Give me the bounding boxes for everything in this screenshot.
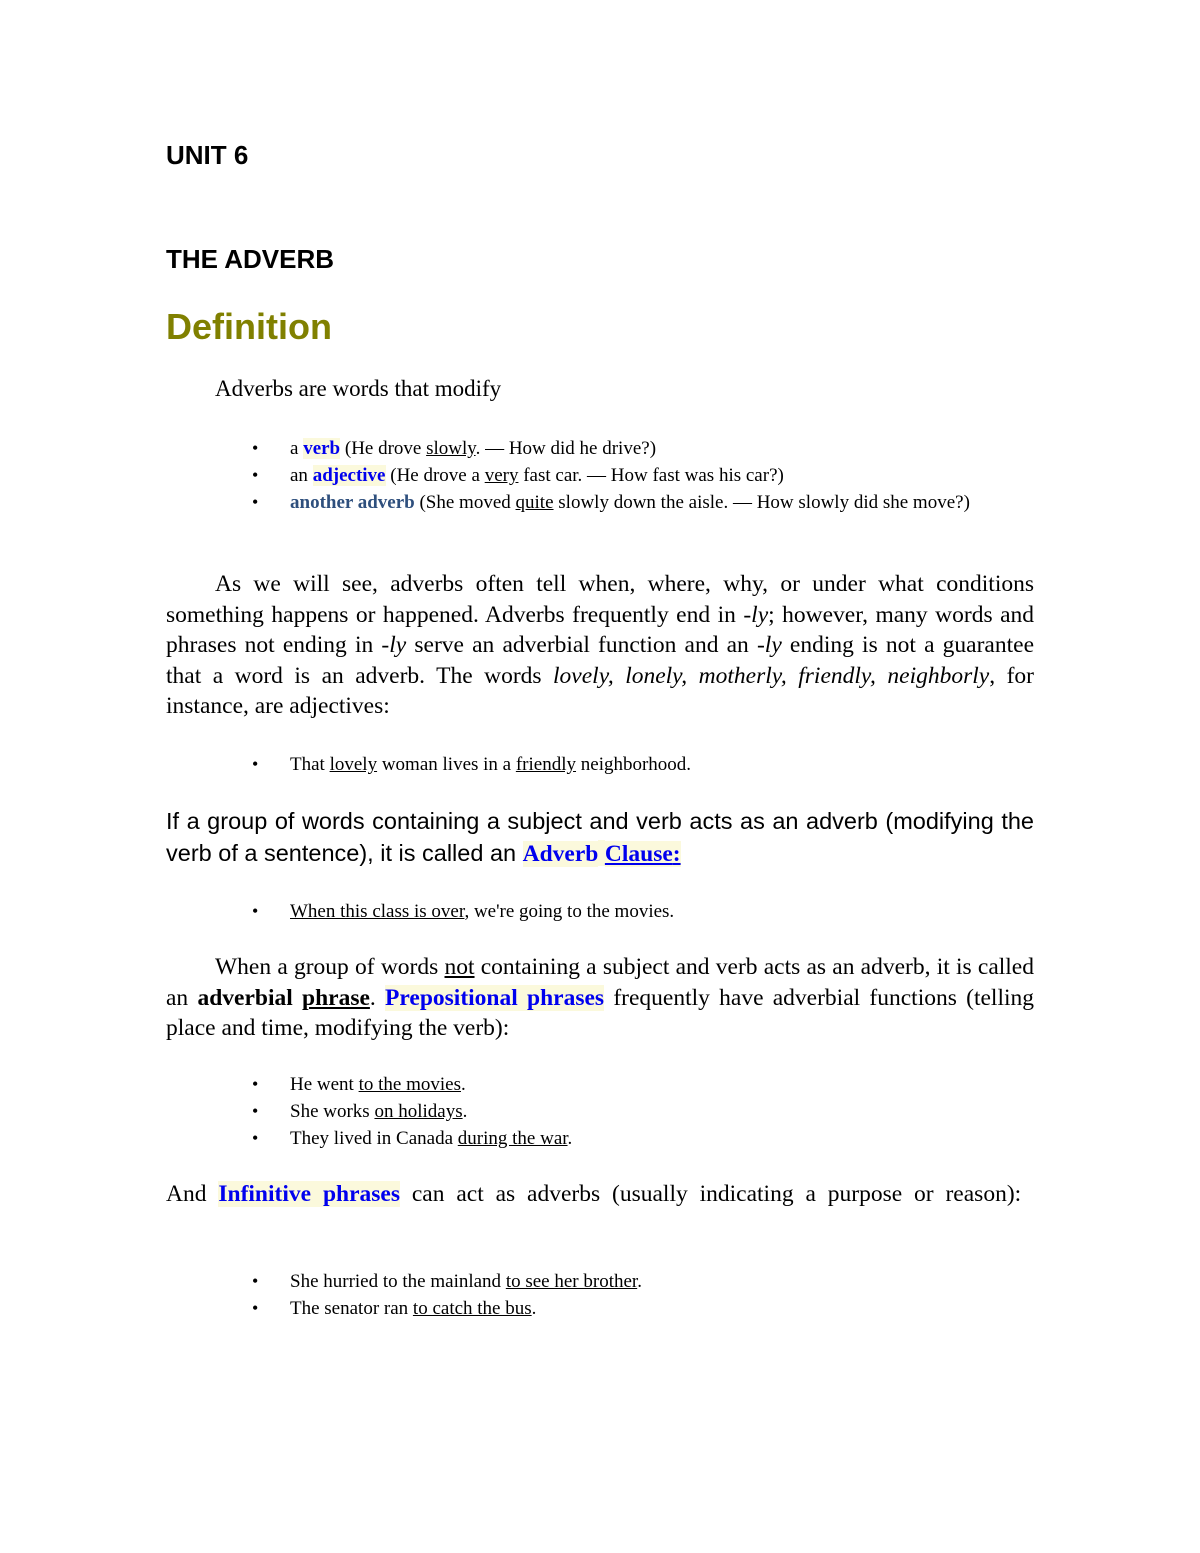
list-item: • He went to the movies. bbox=[166, 1071, 1034, 1098]
list-item: • She works on holidays. bbox=[166, 1098, 1034, 1125]
prepositional-example-list bbox=[166, 1071, 1034, 1152]
list-item: • another adverb (She moved quite slowly down the aisle. — How slowly did she move?) bbox=[166, 489, 1034, 516]
unit-heading: UNIT 6 bbox=[166, 140, 249, 170]
adjective-example-list bbox=[166, 751, 1034, 778]
paragraph-adverb-endings: As we will see, adverbs often tell when, where, why, or under what conditions something happens or happened. Adverbs frequently end in -ly; however, many words and phrases not ending in -ly serve an adverbial function and an -ly ending is not a guarantee that a word is an adverb. The words lovely, lonely, motherly, friendly, neighborly, for instance, are adjectives: bbox=[166, 571, 1035, 719]
page-title: THE ADVERB bbox=[166, 244, 335, 274]
list-item: • The senator ran to catch the bus. bbox=[166, 1295, 1034, 1322]
list-item: • They lived in Canada during the war. bbox=[166, 1125, 1034, 1152]
paragraph-adverb-clause: If a group of words containing a subject and verb acts as an adverb (modifying the verb of a sentence), it is called an Adverb Clause: bbox=[166, 808, 1034, 867]
definition-heading: Definition bbox=[166, 306, 332, 347]
clause-example-list bbox=[166, 898, 1034, 925]
paragraph-adverbial-phrase: When a group of words not containing a subject and verb acts as an adverb, it is called an adverbial phrase. Prepositional phrases frequently have adverbial functions (telling place and time, modifying the verb): bbox=[166, 954, 1034, 1041]
list-item: • That lovely woman lives in a friendly neighborhood. bbox=[166, 751, 1034, 778]
modify-list bbox=[166, 435, 1034, 516]
infinitive-example-list bbox=[166, 1268, 1034, 1322]
list-item: • She hurried to the mainland to see her brother. bbox=[166, 1268, 1034, 1295]
list-item: • When this class is over, we're going to the movies. bbox=[166, 898, 1034, 925]
paragraph-infinitive-phrases: And Infinitive phrases can act as adverbs (usually indicating a purpose or reason): bbox=[166, 1181, 1022, 1207]
list-item: • a verb (He drove slowly. — How did he drive?) bbox=[166, 435, 1034, 462]
list-item: • an adjective (He drove a very fast car. — How fast was his car?) bbox=[166, 462, 1034, 489]
intro-text: Adverbs are words that modify bbox=[215, 376, 502, 401]
